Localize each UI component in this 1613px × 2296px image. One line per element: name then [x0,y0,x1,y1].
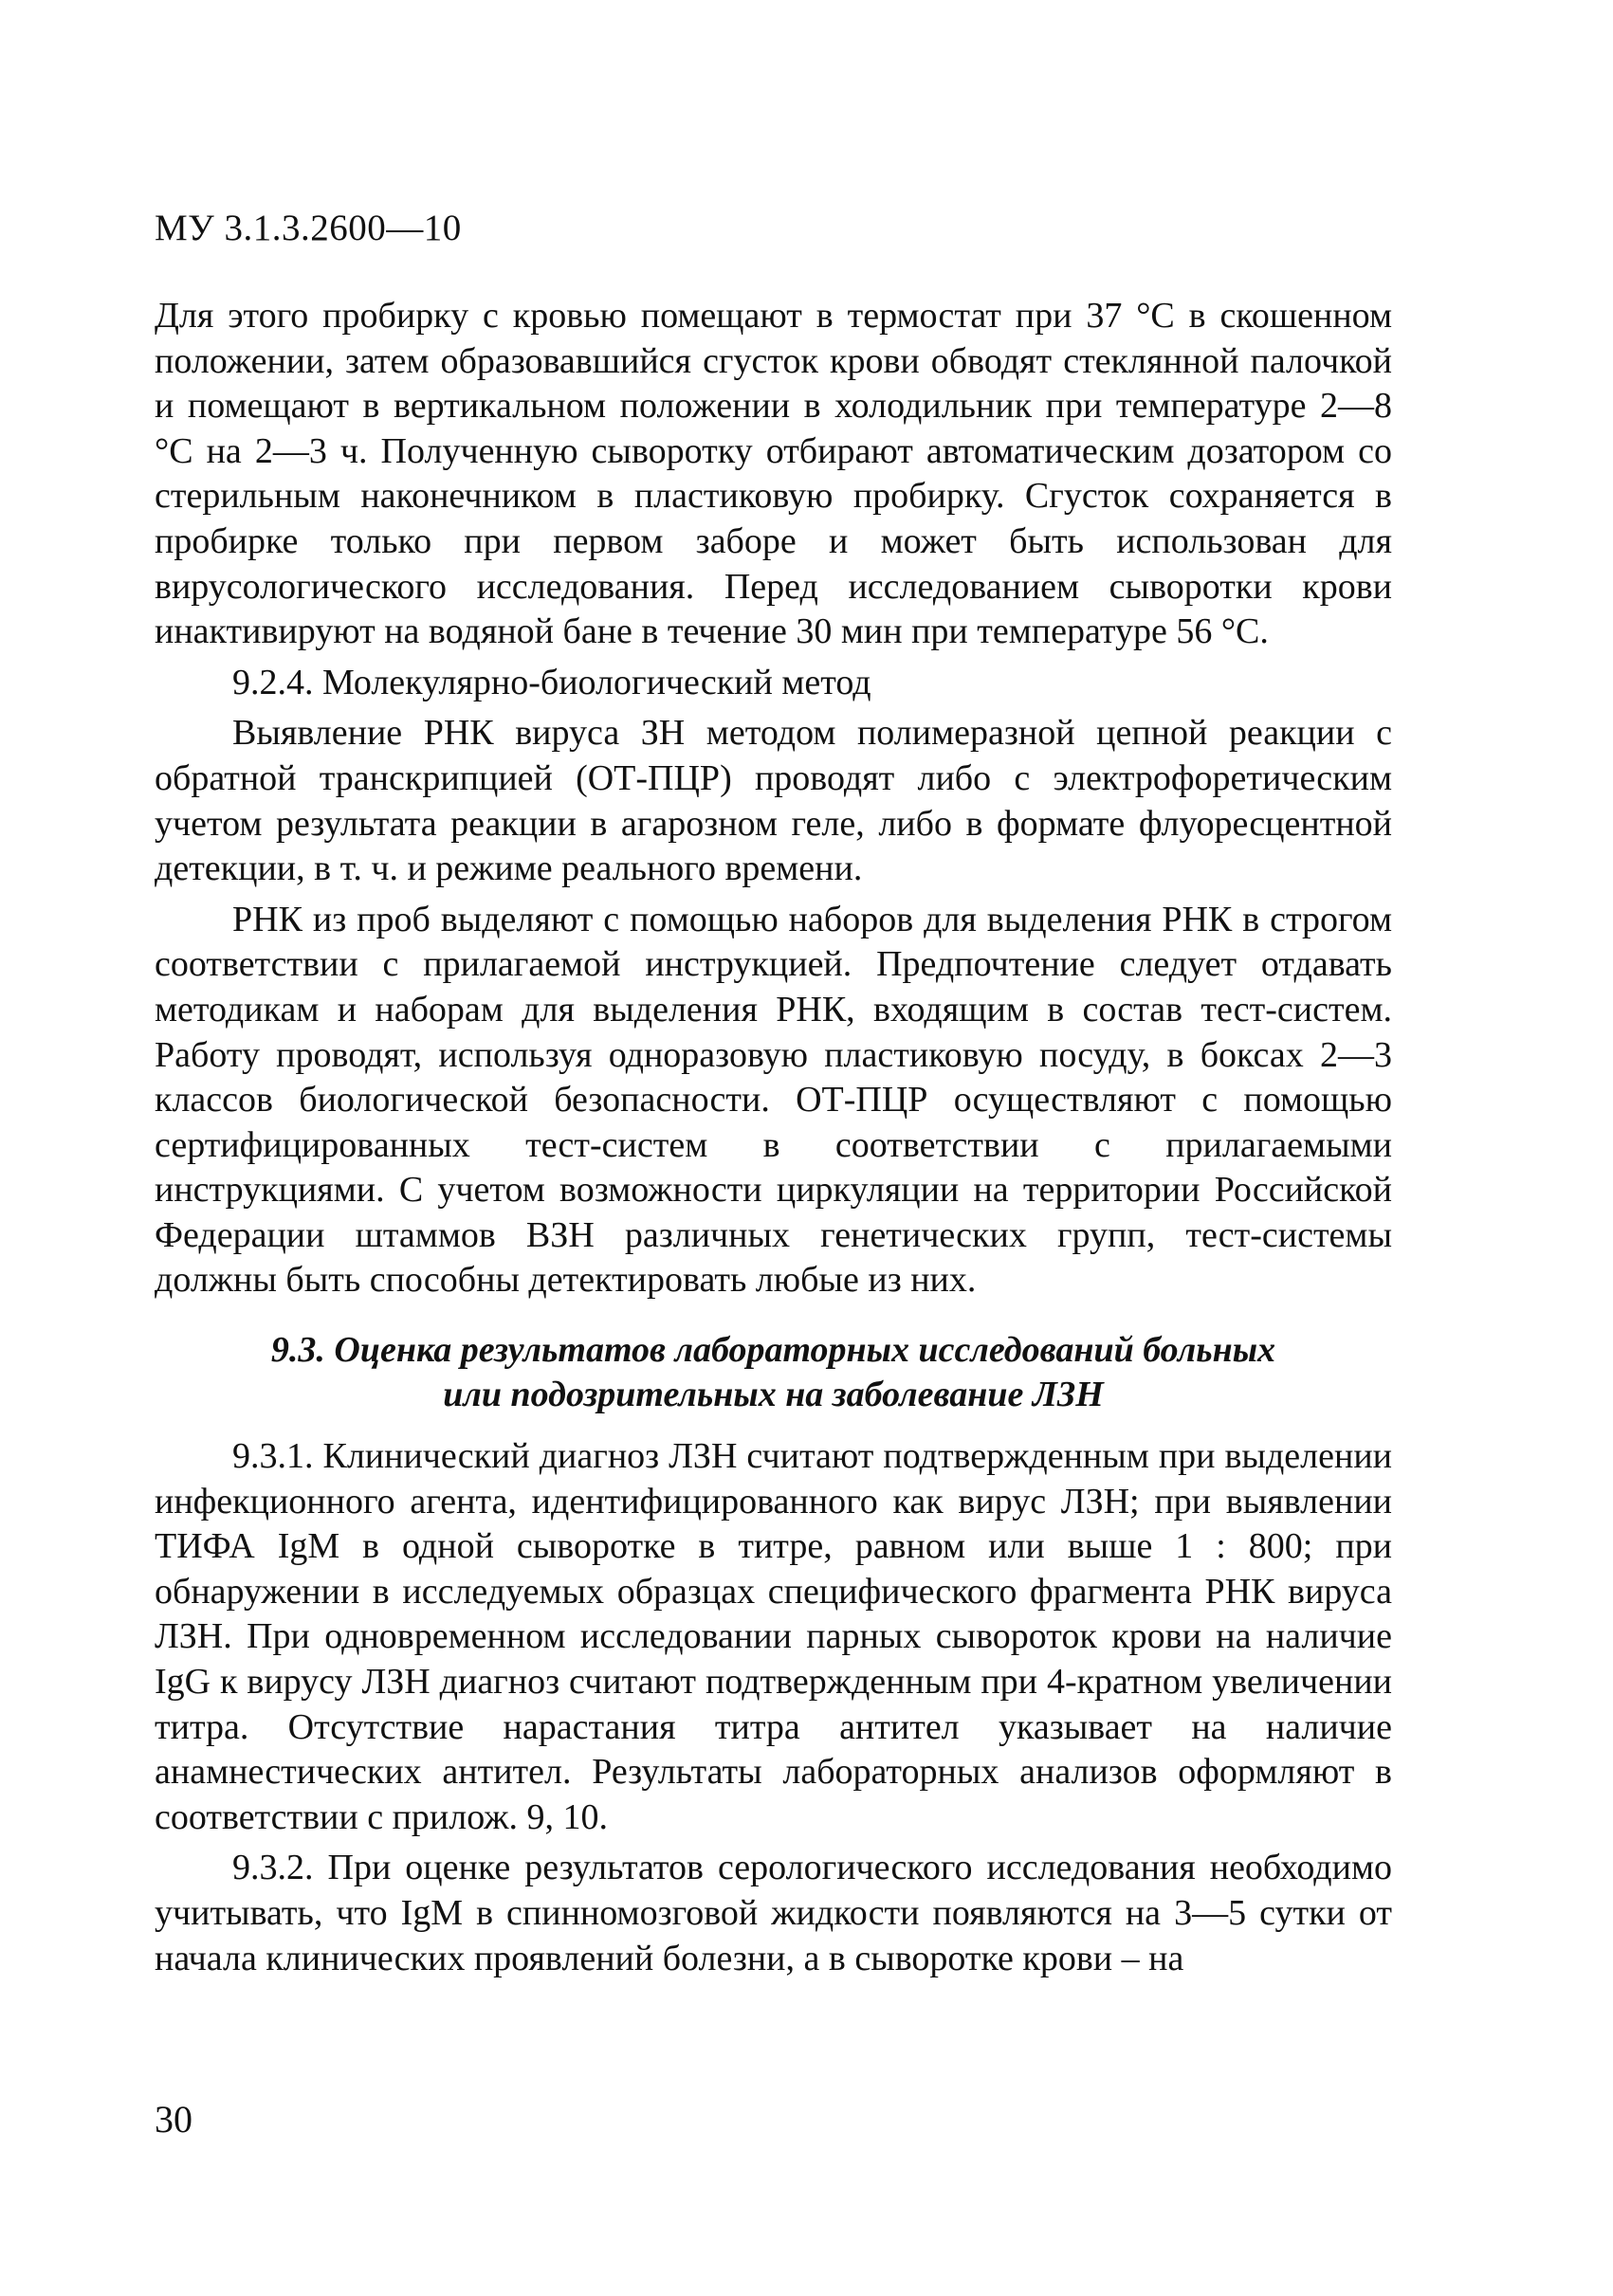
paragraph-clinical-diagnosis: 9.3.1. Клинический диагноз ЛЗН считают подтвержденным при выделении инфекционного агента, идентифицированного как вирус ЛЗН; при выявлении ТИФА IgM в одной сыворотке в титре, равном или выше 1 : 800; при обнаружении в исследуемых образцах специфического фрагмента РНК вируса ЛЗН. При одновременном исследовании парных сывороток крови на наличие IgG к вирусу ЛЗН диагноз считают подтвержденным при 4-кратном увеличении титра. Отсутствие нарастания титра антител указывает на наличие анамнестических антител. Результаты лабораторных анализов оформляют в соответствии с прилож. 9, 10. [155,1436,1392,1837]
section-heading-line-1: 9.3. Оценка результатов лабораторных исследований больных [270,1330,1276,1371]
subsection-title-molecular-method: 9.2.4. Молекулярно-биологический метод [232,662,871,702]
page-number: 30 [155,2098,192,2141]
document-body [155,294,1392,1981]
document-code-header: МУ 3.1.3.2600—10 [155,208,462,248]
section-heading [155,1328,1392,1417]
paragraph-serology-evaluation: 9.3.2. При оценке результатов серологического исследования необходимо учитывать, что IgM в спинномозговой жидкости появляются на 3—5 сутки от начала клинических проявлений болезни, а в сыворотке крови – на [155,1848,1392,1978]
section-heading-line-2: или подозрительных на заболевание ЛЗН [443,1375,1104,1415]
paragraph-serum-preparation: Для этого пробирку с кровью помещают в термостат при 37 °С в скошенном положении, затем образовавшийся сгусток крови обводят стеклянной палочкой и помещают в вертикальном положении в холодильник при температуре 2—8 °С на 2—3 ч. Полученную сыворотку отбирают автоматическим дозатором со стерильным наконечником в пластиковую пробирку. Сгусток сохраняется в пробирке только при первом заборе и может быть использован для вирусологического исследования. Перед исследованием сыворотки крови инактивируют на водяной бане в течение 30 мин при температуре 56 °С. [155,296,1392,652]
paragraph-rna-extraction: РНК из проб выделяют с помощью наборов для выделения РНК в строгом соответствии с прилагаемой инструкцией. Предпочтение следует отдавать методикам и наборам для выделения РНК, входящим в состав тест-систем. Работу проводят, используя одноразовую пластиковую посуду, в боксах 2—3 классов биологической безопасности. ОТ-ПЦР осуществляют с помощью сертифицированных тест-систем в соответствии с прилагаемыми инструкциями. С учетом возможности циркуляции на территории Российской Федерации штаммов ВЗН различных генетических групп, тест-системы должны быть способны детектировать любые из них. [155,899,1392,1301]
paragraph-rna-detection: Выявление РНК вируса ЗН методом полимеразной цепной реакции с обратной транскрипцией (ОТ-ПЦР) проводят либо с электрофоретическим учетом результата реакции в агарозном геле, либо в формате флуоресцентной детекции, в т. ч. и режиме реального времени. [155,713,1392,889]
